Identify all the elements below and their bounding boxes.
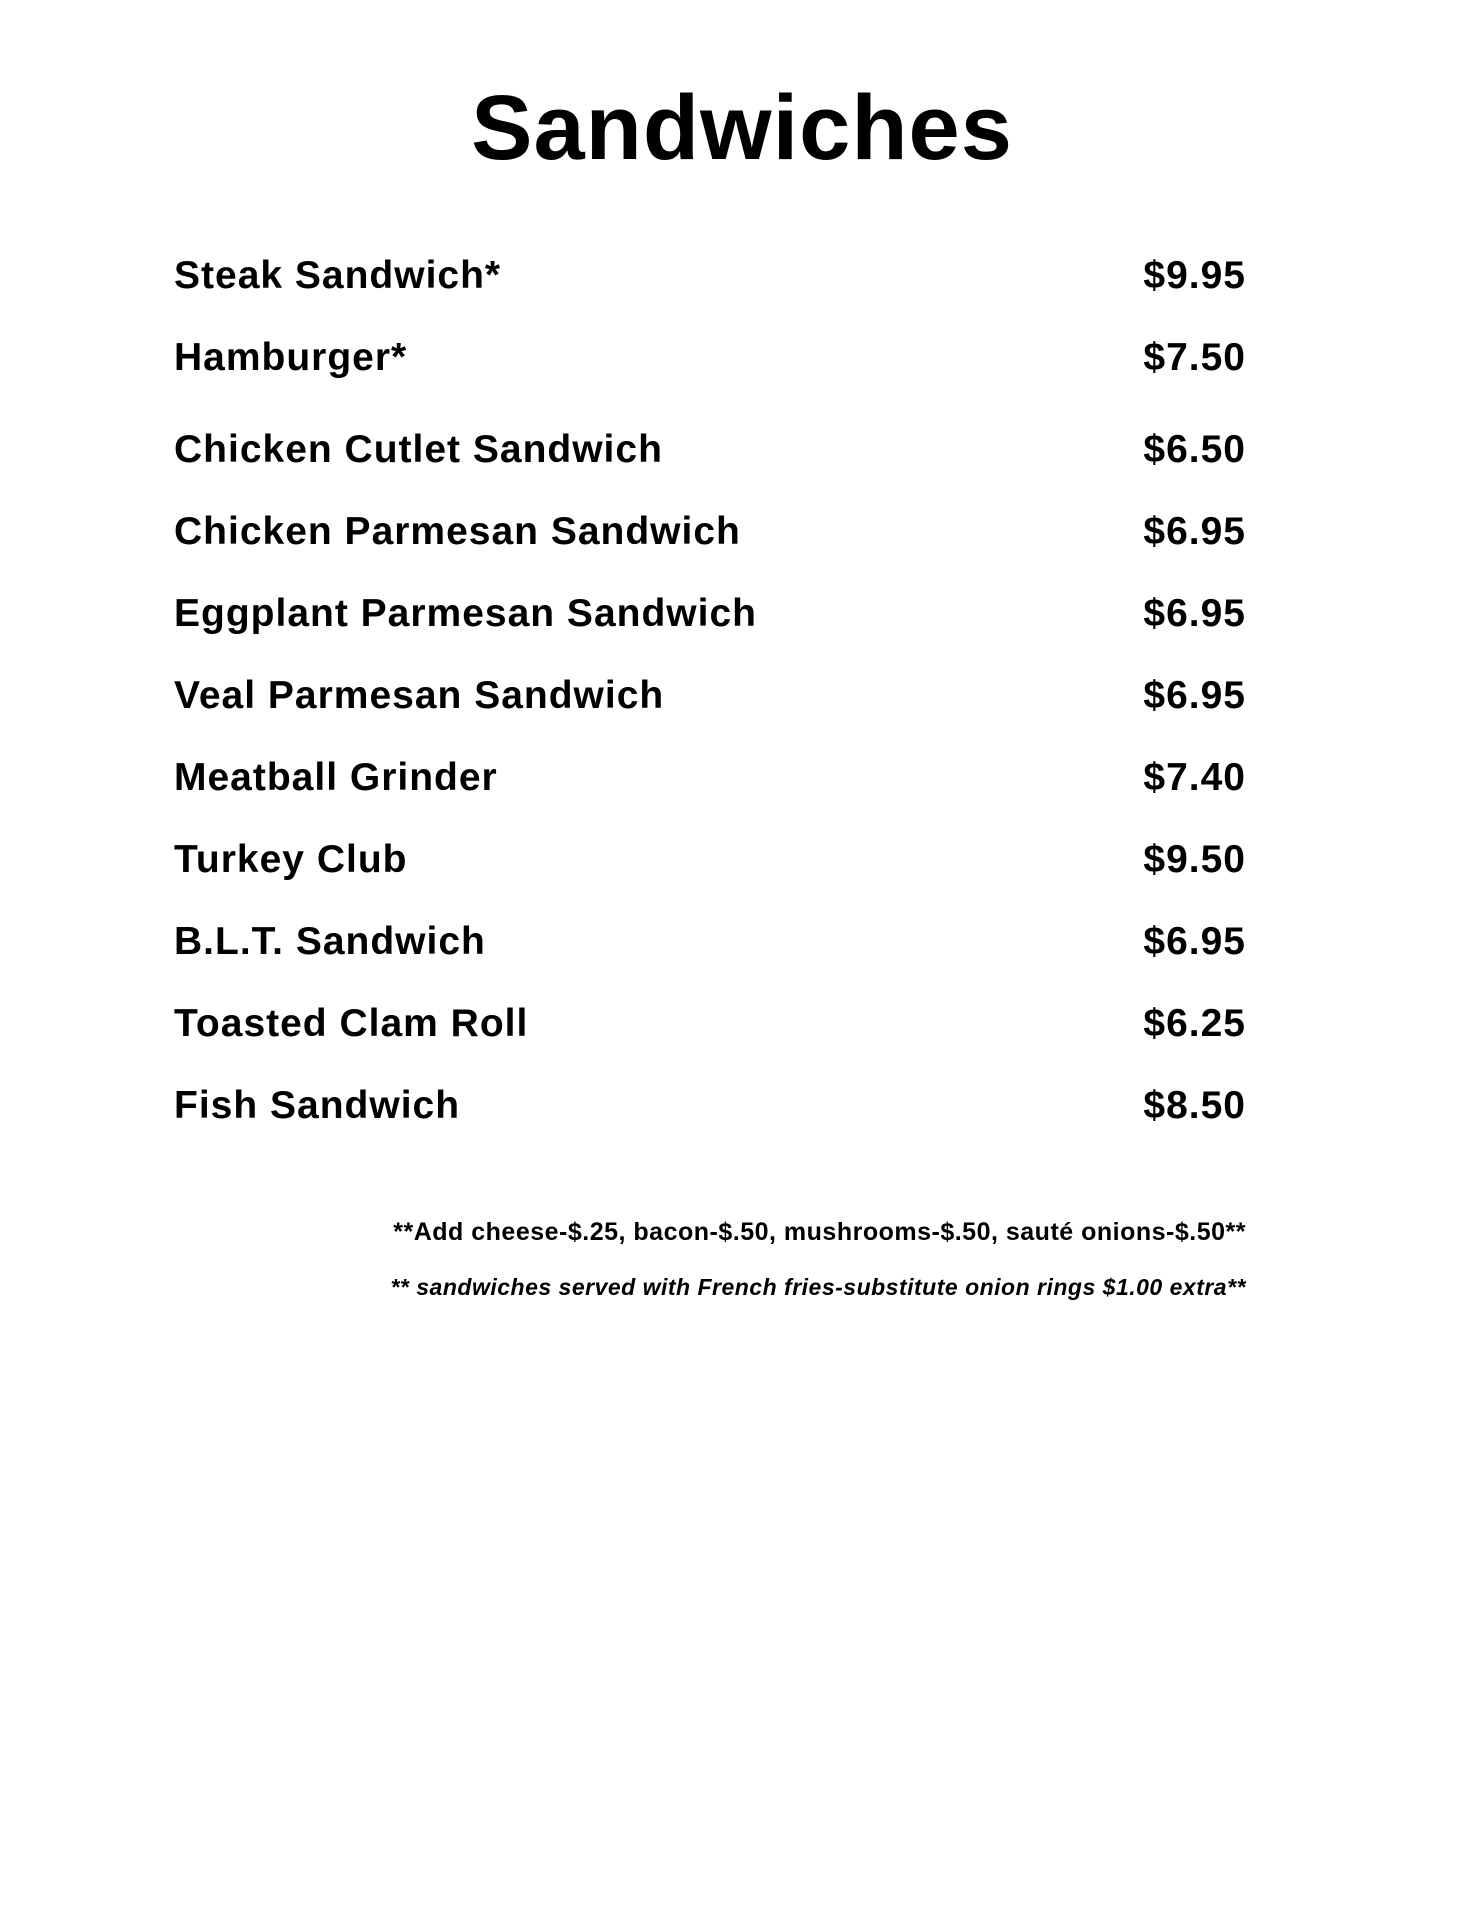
menu-item (174, 832, 1246, 914)
menu-item (174, 504, 1246, 586)
page-title: Sandwiches (471, 77, 1013, 179)
item-name: Veal Parmesan Sandwich (174, 674, 665, 717)
item-name: Turkey Club (174, 838, 408, 881)
item-name: Toasted Clam Roll (174, 1002, 529, 1045)
item-price: $8.50 (1143, 1084, 1246, 1127)
menu-item (174, 248, 1246, 330)
item-name: Fish Sandwich (174, 1084, 461, 1127)
menu-item (174, 668, 1246, 750)
item-price: $6.25 (1143, 1002, 1246, 1045)
menu-item (174, 750, 1246, 832)
menu-item (174, 330, 1246, 422)
item-price: $6.50 (1143, 428, 1246, 471)
item-price: $7.40 (1143, 756, 1246, 799)
item-price: $7.50 (1143, 336, 1246, 379)
item-price: $6.95 (1143, 510, 1246, 553)
item-name: Eggplant Parmesan Sandwich (174, 592, 757, 635)
menu-list (174, 248, 1246, 1160)
item-price: $6.95 (1143, 674, 1246, 717)
item-name: B.L.T. Sandwich (174, 920, 486, 963)
menu-item (174, 914, 1246, 996)
item-price: $6.95 (1143, 920, 1246, 963)
menu-item (174, 1078, 1246, 1160)
item-name: Chicken Cutlet Sandwich (174, 428, 663, 471)
item-name: Hamburger* (174, 336, 408, 379)
item-name: Steak Sandwich* (174, 254, 502, 297)
item-price: $9.95 (1143, 254, 1246, 297)
sides-note: ** sandwiches served with French fries-substitute onion rings $1.00 extra** (390, 1274, 1246, 1300)
item-price: $6.95 (1143, 592, 1246, 635)
menu-item (174, 422, 1246, 504)
menu-item (174, 586, 1246, 668)
menu-item (174, 996, 1246, 1078)
item-price: $9.50 (1143, 838, 1246, 881)
item-name: Meatball Grinder (174, 756, 498, 799)
item-name: Chicken Parmesan Sandwich (174, 510, 741, 553)
addons-note: **Add cheese-$.25, bacon-$.50, mushrooms-$.50, sauté onions-$.50** (393, 1218, 1246, 1246)
